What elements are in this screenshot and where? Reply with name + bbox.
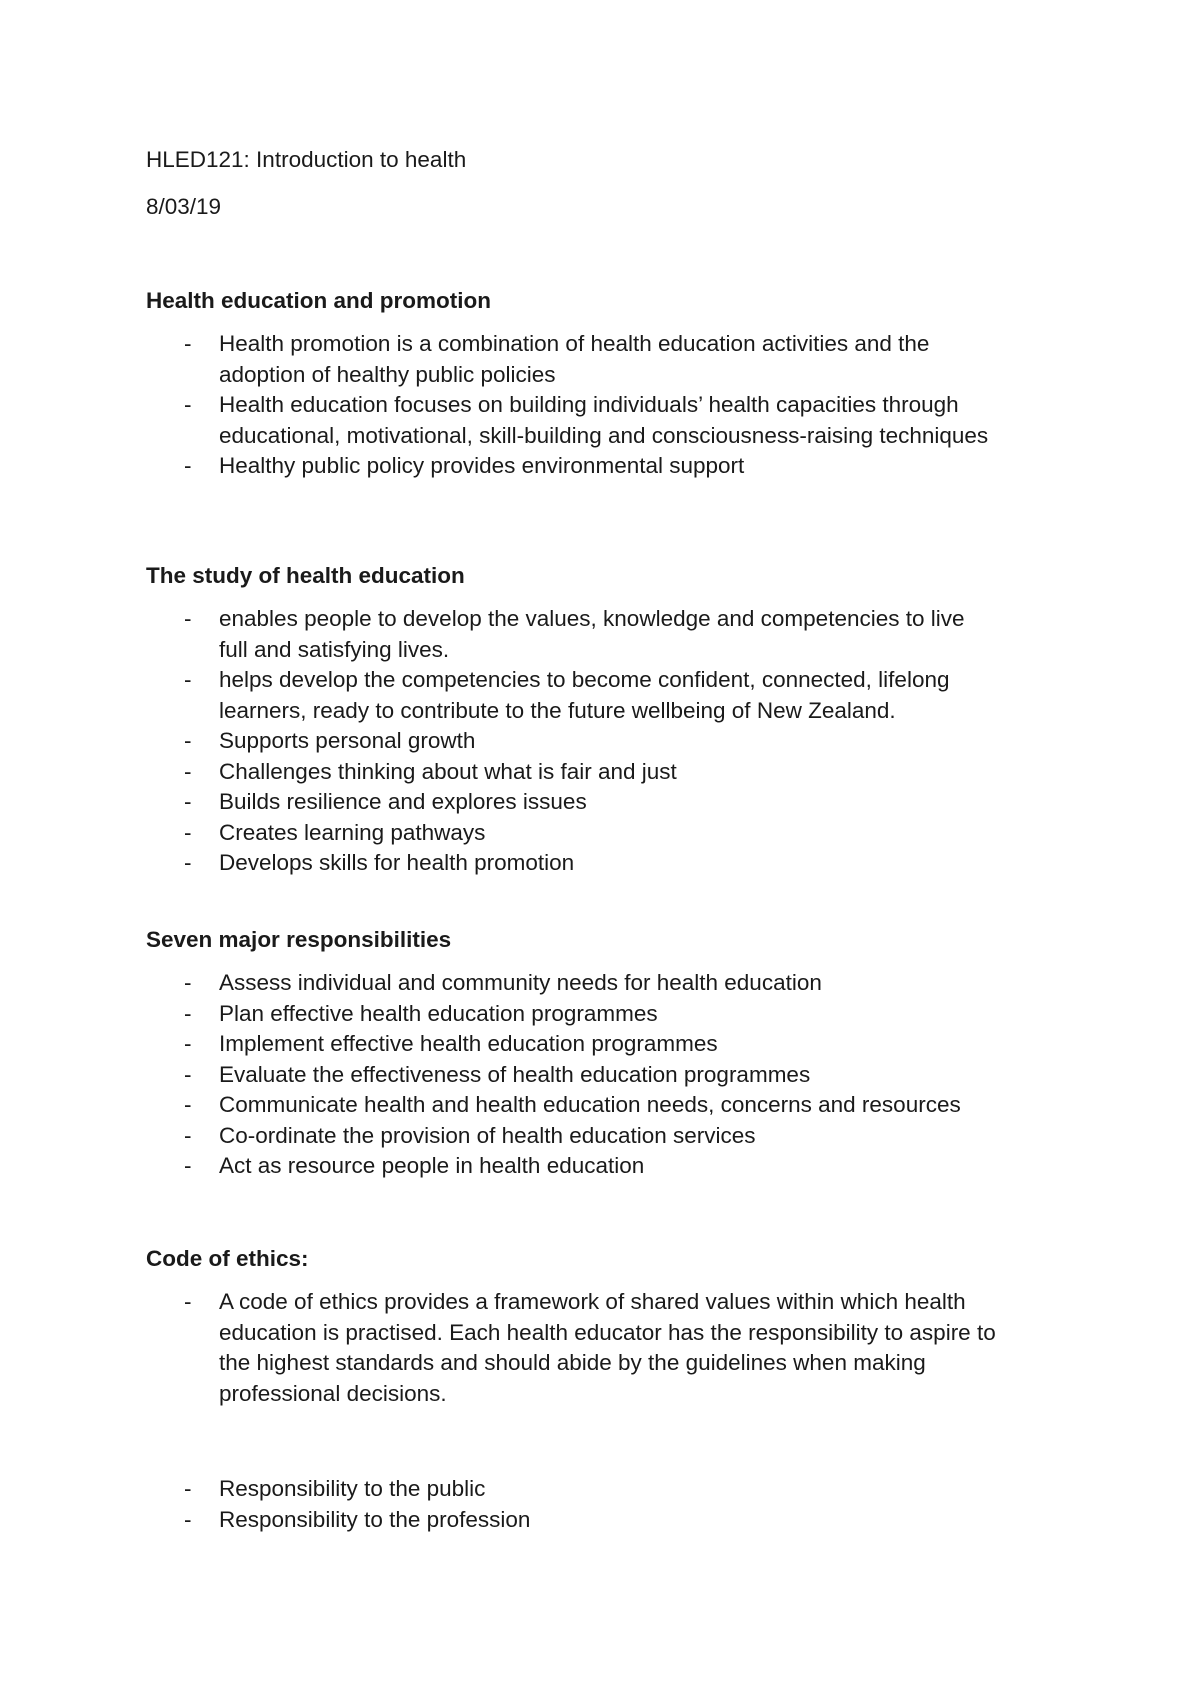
item-text-line: A code of ethics provides a framework of shared values within which health [219,1289,966,1314]
dash-marker: - [184,453,192,478]
item-text-line: learners, ready to contribute to the future wellbeing of New Zealand. [219,697,896,723]
list-item [146,604,1066,665]
list-item [146,390,1066,451]
course-title: HLED121: Introduction to health [146,147,467,172]
list-item [146,451,1066,482]
section-seven-major-responsibilities [146,925,1066,1182]
list-item [146,818,1066,849]
dash-marker: - [184,728,192,753]
item-text-line: Builds resilience and explores issues [219,789,587,814]
list-item [146,1121,1066,1152]
item-text-line: adoption of healthy public policies [219,361,556,387]
list-item [146,1474,1066,1505]
dash-marker: - [184,1000,192,1026]
dash-marker: - [184,667,192,692]
section-title: Health education and promotion [146,288,492,313]
date: 8/03/19 [146,194,222,219]
list-item [146,1090,1066,1121]
dash-marker: - [184,758,192,784]
dash-marker: - [184,789,192,814]
section-code-of-ethics [146,1244,1066,1409]
bullet-list [146,329,1066,482]
dash-marker: - [184,392,192,417]
bullet-list [146,1474,1066,1535]
bullet-list [146,968,1066,1182]
dash-marker: - [184,819,192,845]
list-item [146,968,1066,999]
section-title: The study of health education [146,563,465,588]
item-text-line: Co-ordinate the provision of health education services [219,1122,756,1148]
list-item [146,329,1066,390]
dash-marker: - [184,606,192,631]
dash-marker: - [184,1476,192,1501]
list-item [146,1505,1066,1536]
list-item [146,999,1066,1030]
section-health-education-promotion [146,286,1066,482]
list-item [146,757,1066,788]
item-text-line: Assess individual and community needs for health education [219,970,822,995]
item-text-line: education is practised. Each health educator has the responsibility to aspire to [219,1319,996,1345]
list-item [146,665,1066,726]
dash-marker: - [184,850,192,875]
dash-marker: - [184,1289,192,1314]
item-text-line: Responsibility to the profession [219,1506,531,1532]
section-title: Seven major responsibilities [146,927,452,952]
dash-marker: - [184,1122,192,1148]
section-title: Code of ethics: [146,1246,309,1271]
list-item [146,1287,1066,1409]
list-item [146,1029,1066,1060]
item-text-line: Develops skills for health promotion [219,850,575,875]
list-item [146,726,1066,757]
item-text-line: professional decisions. [219,1380,447,1406]
dash-marker: - [184,1061,192,1087]
item-text-line: Implement effective health education programmes [219,1031,718,1056]
item-text-line: Health promotion is a combination of health education activities and the [219,331,930,356]
item-text-line: Health education focuses on building individuals’ health capacities through [219,392,959,417]
list-item [146,1060,1066,1091]
item-text-line: Responsibility to the public [219,1476,486,1501]
dash-marker: - [184,1092,192,1117]
list-item [146,787,1066,818]
code-of-ethics-responsibilities [146,1474,1066,1535]
list-item [146,848,1066,879]
bullet-list [146,604,1066,879]
bullet-list [146,1287,1066,1409]
section-study-of-health-education [146,561,1066,879]
item-text-line: full and satisfying lives. [219,636,450,662]
item-text-line: Act as resource people in health education [219,1153,645,1178]
item-text-line: Healthy public policy provides environmental support [219,453,745,478]
item-text-line: helps develop the competencies to become confident, connected, lifelong [219,667,950,692]
dash-marker: - [184,970,192,995]
item-text-line: Supports personal growth [219,728,476,753]
list-item [146,1151,1066,1182]
item-text-line: Challenges thinking about what is fair and just [219,758,677,784]
item-text-line: enables people to develop the values, knowledge and competencies to live [219,606,965,631]
dash-marker: - [184,1153,192,1178]
dash-marker: - [184,1506,192,1532]
item-text-line: Evaluate the effectiveness of health education programmes [219,1061,811,1087]
dash-marker: - [184,1031,192,1056]
item-text-line: educational, motivational, skill-building and consciousness-raising techniques [219,422,989,448]
dash-marker: - [184,331,192,356]
item-text-line: Creates learning pathways [219,819,486,845]
item-text-line: Communicate health and health education needs, concerns and resources [219,1092,961,1117]
item-text-line: the highest standards and should abide by the guidelines when making [219,1350,926,1375]
item-text-line: Plan effective health education programmes [219,1000,658,1026]
